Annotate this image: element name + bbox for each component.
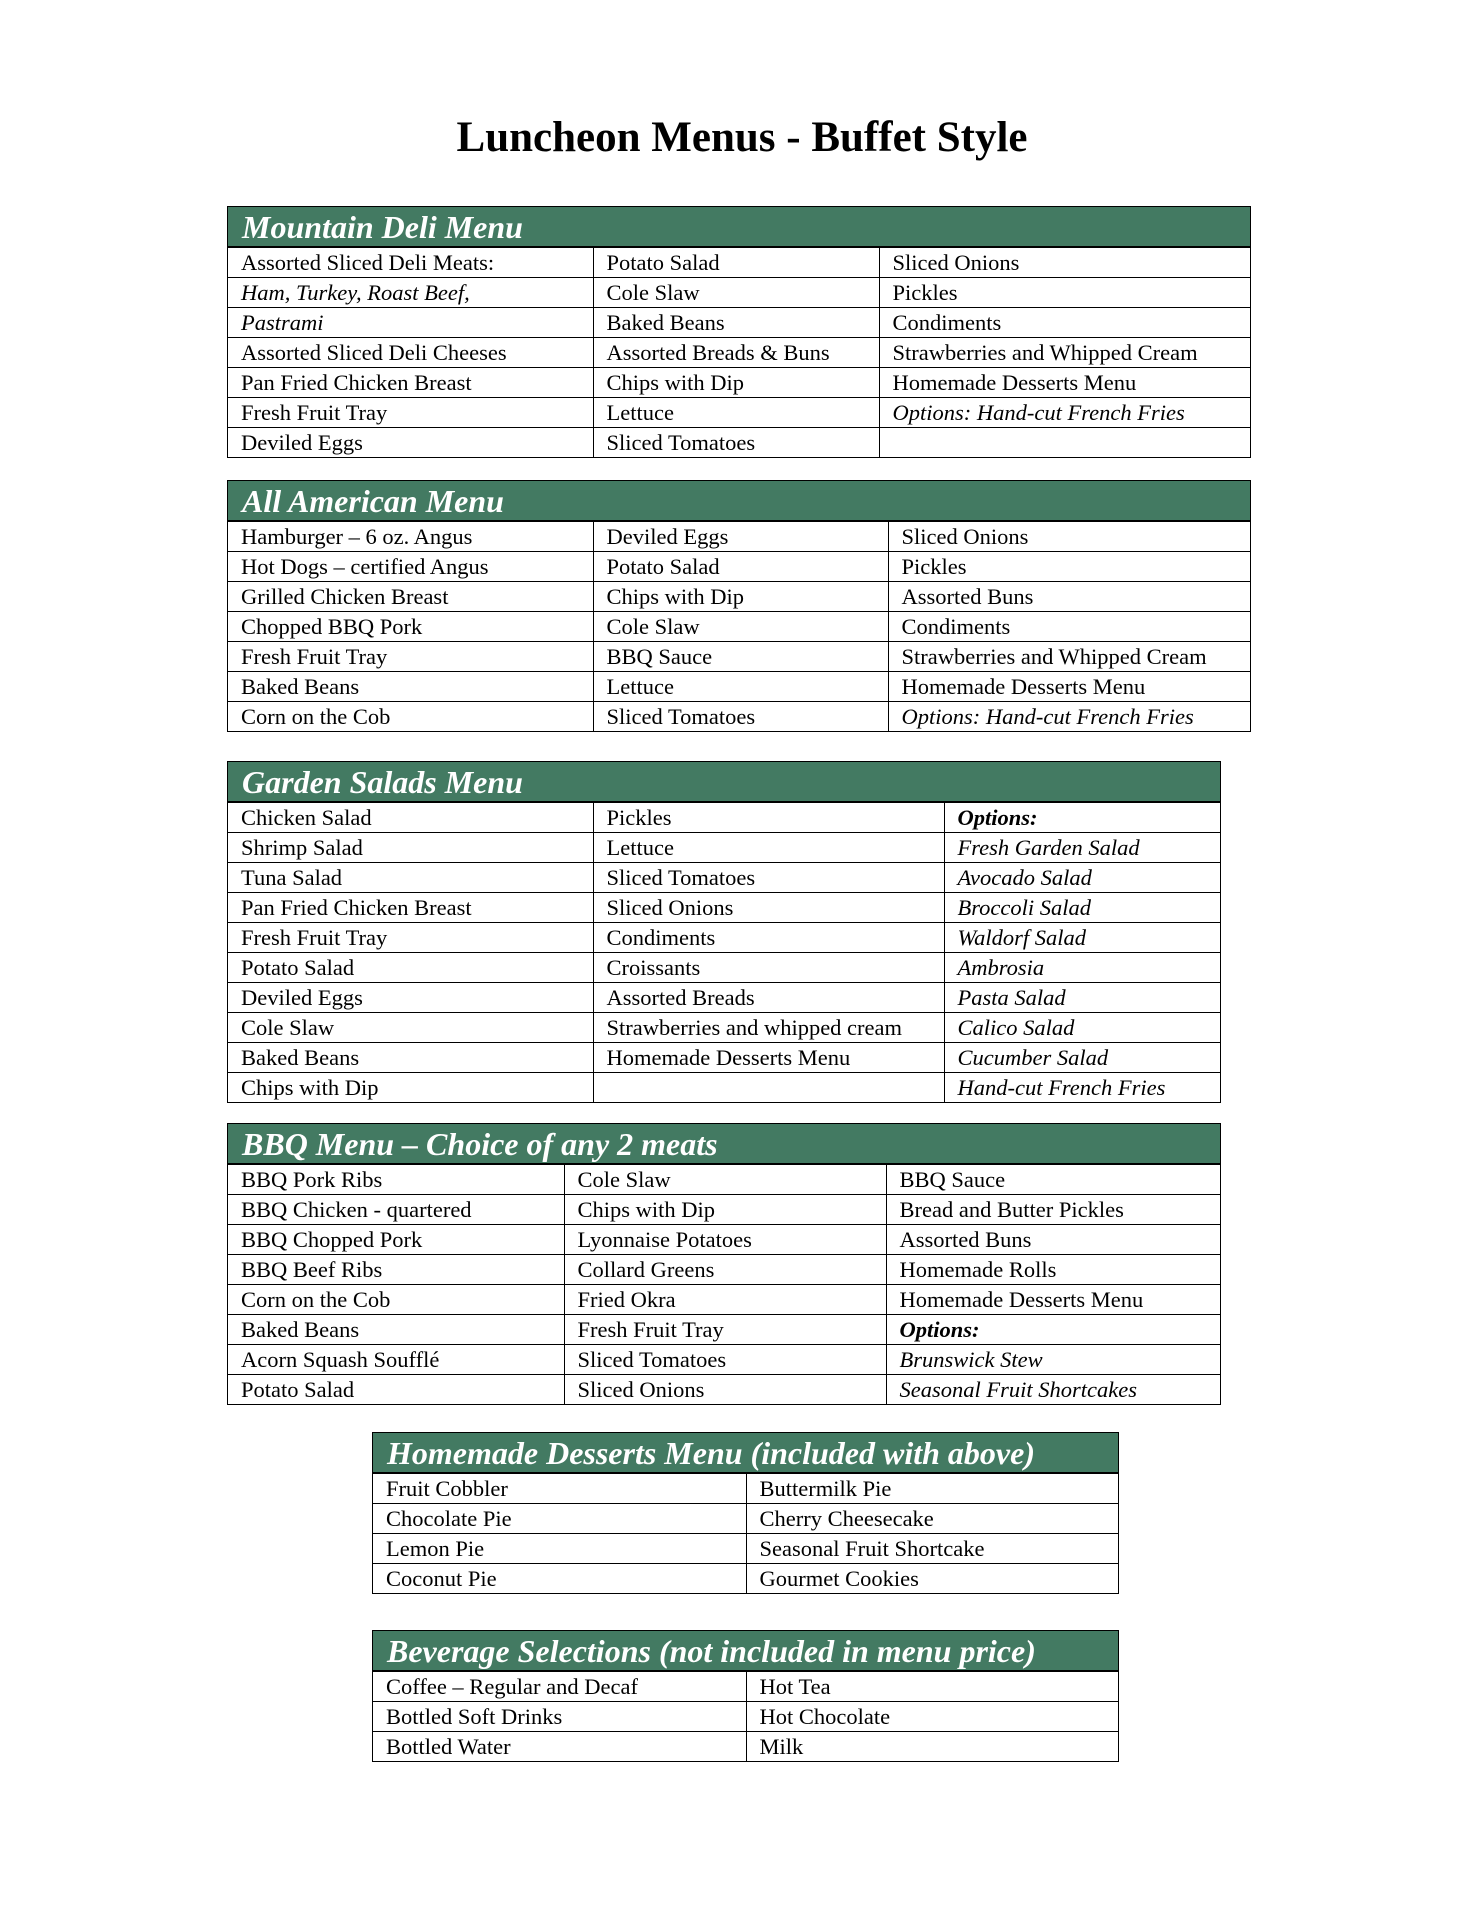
menu-item	[879, 428, 1250, 458]
menu-item: Baked Beans	[228, 1043, 593, 1073]
menu-item: Cucumber Salad	[944, 1043, 1220, 1073]
menu-item: Homemade Desserts Menu	[886, 1285, 1220, 1315]
menu-item: Assorted Sliced Deli Cheeses	[228, 338, 593, 368]
menu-item: Tuna Salad	[228, 863, 593, 893]
menu-item: Chips with Dip	[593, 582, 888, 612]
menu-row	[228, 248, 1250, 278]
mountain-deli-menu	[227, 206, 1251, 458]
menu-item: Pickles	[593, 803, 944, 833]
menu-item: Lemon Pie	[373, 1534, 746, 1564]
menu-item: Broccoli Salad	[944, 893, 1220, 923]
menu-item: Shrimp Salad	[228, 833, 593, 863]
menu-item: Buttermilk Pie	[746, 1474, 1118, 1504]
menu-row	[228, 308, 1250, 338]
menu-item: Chocolate Pie	[373, 1504, 746, 1534]
menu-item: Options:	[944, 803, 1220, 833]
menu-item: Sliced Onions	[564, 1375, 886, 1405]
menu-item: Bottled Water	[373, 1732, 746, 1762]
menu-row	[228, 953, 1220, 983]
menu-item: Condiments	[879, 308, 1250, 338]
menu-header: Beverage Selections (not included in menu price)	[373, 1631, 1118, 1671]
menu-item: Bread and Butter Pickles	[886, 1195, 1220, 1225]
menu-item: Baked Beans	[228, 672, 593, 702]
menu-row	[228, 803, 1220, 833]
menu-row	[228, 278, 1250, 308]
menu-item: Homemade Desserts Menu	[888, 672, 1250, 702]
menu-table	[228, 247, 1250, 457]
menu-row	[228, 923, 1220, 953]
menu-item: Strawberries and whipped cream	[593, 1013, 944, 1043]
all-american-menu	[227, 480, 1251, 732]
menu-item: BBQ Sauce	[593, 642, 888, 672]
menu-item: Lettuce	[593, 672, 888, 702]
menu-item: Cole Slaw	[593, 612, 888, 642]
menu-row	[228, 983, 1220, 1013]
menu-row	[228, 1255, 1220, 1285]
menu-item: Potato Salad	[228, 1375, 564, 1405]
menu-item: Deviled Eggs	[593, 522, 888, 552]
menu-item: Homemade Desserts Menu	[593, 1043, 944, 1073]
menu-item: Corn on the Cob	[228, 702, 593, 732]
menu-row	[228, 612, 1250, 642]
menu-row	[373, 1732, 1118, 1762]
menu-table	[228, 1164, 1220, 1404]
menu-item: Hamburger – 6 oz. Angus	[228, 522, 593, 552]
menu-row	[228, 552, 1250, 582]
menu-row	[228, 863, 1220, 893]
menu-item: Hot Tea	[746, 1672, 1118, 1702]
menu-row	[228, 398, 1250, 428]
menu-row	[228, 1345, 1220, 1375]
menu-item: BBQ Chopped Pork	[228, 1225, 564, 1255]
menu-header: BBQ Menu – Choice of any 2 meats	[228, 1124, 1220, 1164]
menu-row	[228, 1013, 1220, 1043]
menu-row	[228, 672, 1250, 702]
menu-item: Sliced Tomatoes	[564, 1345, 886, 1375]
menu-item: Chopped BBQ Pork	[228, 612, 593, 642]
menu-header: Mountain Deli Menu	[228, 207, 1250, 247]
menu-item: BBQ Pork Ribs	[228, 1165, 564, 1195]
menu-item: Grilled Chicken Breast	[228, 582, 593, 612]
menu-row	[228, 702, 1250, 732]
menu-item: Options:	[886, 1315, 1220, 1345]
menu-item: Fresh Fruit Tray	[564, 1315, 886, 1345]
menu-item: Fresh Fruit Tray	[228, 398, 593, 428]
menu-item: Coffee – Regular and Decaf	[373, 1672, 746, 1702]
menu-item: Seasonal Fruit Shortcake	[746, 1534, 1118, 1564]
menu-row	[228, 1073, 1220, 1103]
menu-item: Avocado Salad	[944, 863, 1220, 893]
menu-row	[373, 1474, 1118, 1504]
menu-item: Fresh Fruit Tray	[228, 923, 593, 953]
menu-item: Assorted Buns	[888, 582, 1250, 612]
menu-item: Fried Okra	[564, 1285, 886, 1315]
menu-table	[373, 1473, 1118, 1593]
menu-item: Acorn Squash Soufflé	[228, 1345, 564, 1375]
menu-item: Chicken Salad	[228, 803, 593, 833]
menu-item: Sliced Tomatoes	[593, 702, 888, 732]
menu-row	[228, 1165, 1220, 1195]
menu-item: Potato Salad	[228, 953, 593, 983]
menu-row	[373, 1702, 1118, 1732]
menu-table	[228, 521, 1250, 731]
menu-item: Options: Hand-cut French Fries	[888, 702, 1250, 732]
menu-item: Assorted Sliced Deli Meats:	[228, 248, 593, 278]
menu-item: Condiments	[593, 923, 944, 953]
menu-header: All American Menu	[228, 481, 1250, 521]
menu-item: Hand-cut French Fries	[944, 1073, 1220, 1103]
menu-item: Assorted Buns	[886, 1225, 1220, 1255]
menu-item: Milk	[746, 1732, 1118, 1762]
menu-item: BBQ Beef Ribs	[228, 1255, 564, 1285]
menu-item: Condiments	[888, 612, 1250, 642]
menu-item: Assorted Breads	[593, 983, 944, 1013]
menu-row	[228, 1315, 1220, 1345]
menu-item: Lettuce	[593, 398, 879, 428]
page-title: Luncheon Menus - Buffet Style	[456, 114, 1028, 161]
menu-item: Fresh Fruit Tray	[228, 642, 593, 672]
menu-item: Chips with Dip	[593, 368, 879, 398]
menu-header: Homemade Desserts Menu (included with above)	[373, 1433, 1118, 1473]
menu-item: Potato Salad	[593, 248, 879, 278]
menu-item: Cole Slaw	[228, 1013, 593, 1043]
menu-item: Homemade Desserts Menu	[879, 368, 1250, 398]
menu-item: Baked Beans	[593, 308, 879, 338]
menu-item	[593, 1073, 944, 1103]
menu-item: Assorted Breads & Buns	[593, 338, 879, 368]
menu-item: Croissants	[593, 953, 944, 983]
menu-row	[373, 1672, 1118, 1702]
menu-row	[228, 338, 1250, 368]
menu-item: Chips with Dip	[564, 1195, 886, 1225]
garden-salads-menu	[227, 761, 1221, 1103]
menu-row	[228, 582, 1250, 612]
menu-item: Pasta Salad	[944, 983, 1220, 1013]
menu-item: Gourmet Cookies	[746, 1564, 1118, 1594]
menu-item: Coconut Pie	[373, 1564, 746, 1594]
menu-table	[373, 1671, 1118, 1761]
menu-row	[228, 1375, 1220, 1405]
menu-item: Deviled Eggs	[228, 983, 593, 1013]
menu-item: Pan Fried Chicken Breast	[228, 368, 593, 398]
menu-item: Cherry Cheesecake	[746, 1504, 1118, 1534]
menu-row	[228, 1043, 1220, 1073]
menu-row	[228, 1285, 1220, 1315]
menu-item: Chips with Dip	[228, 1073, 593, 1103]
menu-row	[228, 368, 1250, 398]
menu-item: Pan Fried Chicken Breast	[228, 893, 593, 923]
menu-item: Brunswick Stew	[886, 1345, 1220, 1375]
menu-item: Deviled Eggs	[228, 428, 593, 458]
menu-item: Sliced Onions	[888, 522, 1250, 552]
menu-item: Potato Salad	[593, 552, 888, 582]
menu-item: Bottled Soft Drinks	[373, 1702, 746, 1732]
menu-header: Garden Salads Menu	[228, 762, 1220, 802]
menu-item: Hot Dogs – certified Angus	[228, 552, 593, 582]
menu-item: Homemade Rolls	[886, 1255, 1220, 1285]
menu-row	[228, 522, 1250, 552]
menu-item: Waldorf Salad	[944, 923, 1220, 953]
menu-item: Strawberries and Whipped Cream	[888, 642, 1250, 672]
menu-item: Cole Slaw	[564, 1165, 886, 1195]
bbq-menu	[227, 1123, 1221, 1405]
menu-row	[228, 428, 1250, 458]
menu-item: Sliced Tomatoes	[593, 428, 879, 458]
menu-item: Pickles	[888, 552, 1250, 582]
menu-row	[228, 642, 1250, 672]
menu-item: Calico Salad	[944, 1013, 1220, 1043]
menu-item: Ambrosia	[944, 953, 1220, 983]
menu-item: Pickles	[879, 278, 1250, 308]
menu-row	[228, 833, 1220, 863]
menu-item: Sliced Onions	[593, 893, 944, 923]
menu-row	[373, 1564, 1118, 1594]
menu-item: Corn on the Cob	[228, 1285, 564, 1315]
menu-item: Fresh Garden Salad	[944, 833, 1220, 863]
menu-item: Seasonal Fruit Shortcakes	[886, 1375, 1220, 1405]
desserts-menu	[372, 1432, 1119, 1594]
menu-item: BBQ Chicken - quartered	[228, 1195, 564, 1225]
menu-row	[373, 1534, 1118, 1564]
menu-item: Sliced Tomatoes	[593, 863, 944, 893]
menu-item: Baked Beans	[228, 1315, 564, 1345]
menu-table	[228, 802, 1220, 1102]
menu-item: Sliced Onions	[879, 248, 1250, 278]
menu-item: Cole Slaw	[593, 278, 879, 308]
menu-item: Options: Hand-cut French Fries	[879, 398, 1250, 428]
menu-item: BBQ Sauce	[886, 1165, 1220, 1195]
menu-item: Fruit Cobbler	[373, 1474, 746, 1504]
menu-row	[373, 1504, 1118, 1534]
menu-item: Lyonnaise Potatoes	[564, 1225, 886, 1255]
menu-item: Collard Greens	[564, 1255, 886, 1285]
menu-item: Pastrami	[228, 308, 593, 338]
menu-row	[228, 893, 1220, 923]
menu-item: Hot Chocolate	[746, 1702, 1118, 1732]
menu-item: Strawberries and Whipped Cream	[879, 338, 1250, 368]
beverages-menu	[372, 1630, 1119, 1762]
menu-item: Ham, Turkey, Roast Beef,	[228, 278, 593, 308]
menu-item: Lettuce	[593, 833, 944, 863]
menu-row	[228, 1195, 1220, 1225]
menu-row	[228, 1225, 1220, 1255]
